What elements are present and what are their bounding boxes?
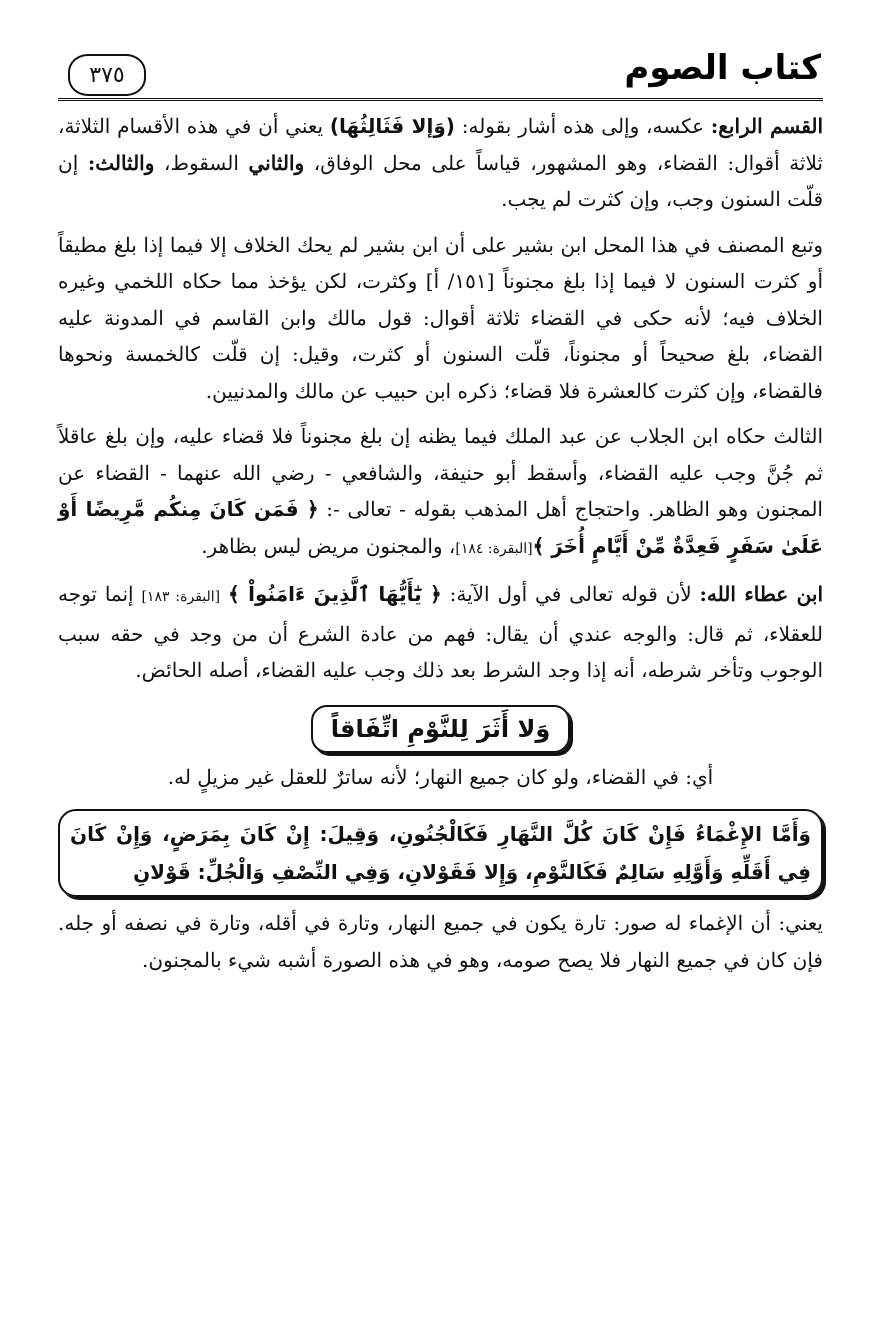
paragraph-6: يعني: أن الإغماء له صور: تارة يكون في جميع النهار، وتارة في أقله، وتارة في نصفه أو جله. فإن كان في جميع النهار فلا يصح صومه، وهو في هذه الصورة أشبه شيء بالمجنون. bbox=[58, 911, 823, 972]
quran-verse: ﴿ فَمَن كَانَ مِنكُم مَّرِيضًا أَوْ عَلَىٰ سَفَرٍ فَعِدَّةٌ مِّنْ أَيَّامٍ أُخَرَ ﴾ bbox=[58, 497, 823, 558]
book-title: كتاب الصوم bbox=[624, 48, 821, 88]
paragraph-4 bbox=[58, 576, 823, 689]
paragraph-1 bbox=[58, 108, 823, 218]
verse-reference: [البقرة: ١٨٤] bbox=[455, 540, 533, 557]
matn-box-1-wrap bbox=[58, 705, 823, 753]
text: الثالث حكاه ابن الجلاب عن عبد الملك فيما يظنه إن بلغ مجنوناً فلا قضاء عليه، وإن بلغ عاقلاً ثم جُنَّ وجب عليه القضاء، وأسقط أبو حنيفة، والشافعي - رضي الله عنهما - القضاء عن المجنون وهو الظاهر. واحتجاج أهل المذهب بقوله - تعالى -: bbox=[58, 424, 823, 521]
matn-quote: (وَإلا فَثَالِثُهَا) bbox=[329, 114, 455, 138]
text: إن قلّت السنون وجب، وإن كثرت لم يجب. bbox=[58, 150, 823, 211]
author-label: ابن عطاء الله: bbox=[699, 582, 824, 606]
quran-verse: ﴿ يَٰٓأَيُّهَا ٱلَّذِينَ ءَامَنُواْ ﴾ bbox=[227, 582, 442, 606]
verse-reference: [البقرة: ١٨٣] bbox=[141, 589, 221, 605]
second-label: والثاني bbox=[248, 150, 305, 175]
text: يعني أن في هذه الأقسام الثلاثة، ثلاثة أقوال: القضاء، وهو المشهور، قياساً على محل الوفاق، bbox=[58, 114, 824, 175]
matn-box-2: وَأَمَّا الإِغْمَاءُ فَإِنْ كَانَ كُلَّ النَّهَارِ فَكَالْجُنُونِ، وَقِيلَ: إِنْ كَانَ بِمَرَضٍ، وَإِنْ كَانَ فِي أَقَلِّهِ وَأَوَّلِهِ سَالِمٌ فَكَالنَّوْمِ، وَإِلا فَقَوْلانِ، وَفِي النِّصْفِ وَالْجُلِّ: قَوْلانِ bbox=[58, 809, 823, 897]
paragraph-3 bbox=[58, 418, 823, 567]
section-label: القسم الرابع: bbox=[710, 114, 823, 138]
third-label: والثالث: bbox=[87, 150, 155, 175]
text: ، والمجنون مريض ليس بظاهر. bbox=[201, 533, 456, 558]
text: إنما توجه للعقلاء، ثم قال: والوجه عندي أن يقال: فهم من عادة الشرع أن من وجد في حقه سبب الوجوب وتأخر شرطه، أنه إذا وجد الشرط بعد ذلك وجب عليه القضاء، أصله الحائض. bbox=[58, 582, 823, 682]
header-divider bbox=[58, 98, 823, 101]
text: لأن قوله تعالى في أول الآية: bbox=[441, 582, 700, 606]
paragraph-5: أي: في القضاء، ولو كان جميع النهار؛ لأنه ساترٌ للعقل غير مزيلٍ له. bbox=[167, 764, 714, 789]
paragraph-2: وتبع المصنف في هذا المحل ابن بشير على أن ابن بشير لم يحك الخلاف إلا فيما إذا بلغ مطيقاً أو كثرت السنون لا فيما إذا بلغ مجنوناً [١٥١/ أ] وكثرت، لكن يؤخذ مما حكاه اللخمي وغيره الخلاف فيه؛ لأنه حكى في القضاء ثلاثة أقوال: قول مالك وابن القاسم في المدونة عليه القضاء، بلغ صحيحاً أو مجنوناً، قلّت السنون أو كثرت، وقيل: إن قلّت كالخمسة ونحوها فالقضاء، وإن كثرت كالعشرة فلا قضاء؛ ذكره ابن حبيب عن مالك والمدنيين. bbox=[58, 232, 823, 403]
text: السقوط، bbox=[154, 150, 249, 175]
page-header bbox=[58, 40, 823, 102]
text: عكسه، وإلى هذه أشار بقوله: bbox=[454, 114, 711, 138]
page-number: ٣٧٥ bbox=[68, 54, 146, 96]
book-page bbox=[58, 40, 823, 978]
matn-box-1: وَلا أَثَرَ لِلنَّوْمِ اتِّفَاقاً bbox=[311, 705, 571, 753]
